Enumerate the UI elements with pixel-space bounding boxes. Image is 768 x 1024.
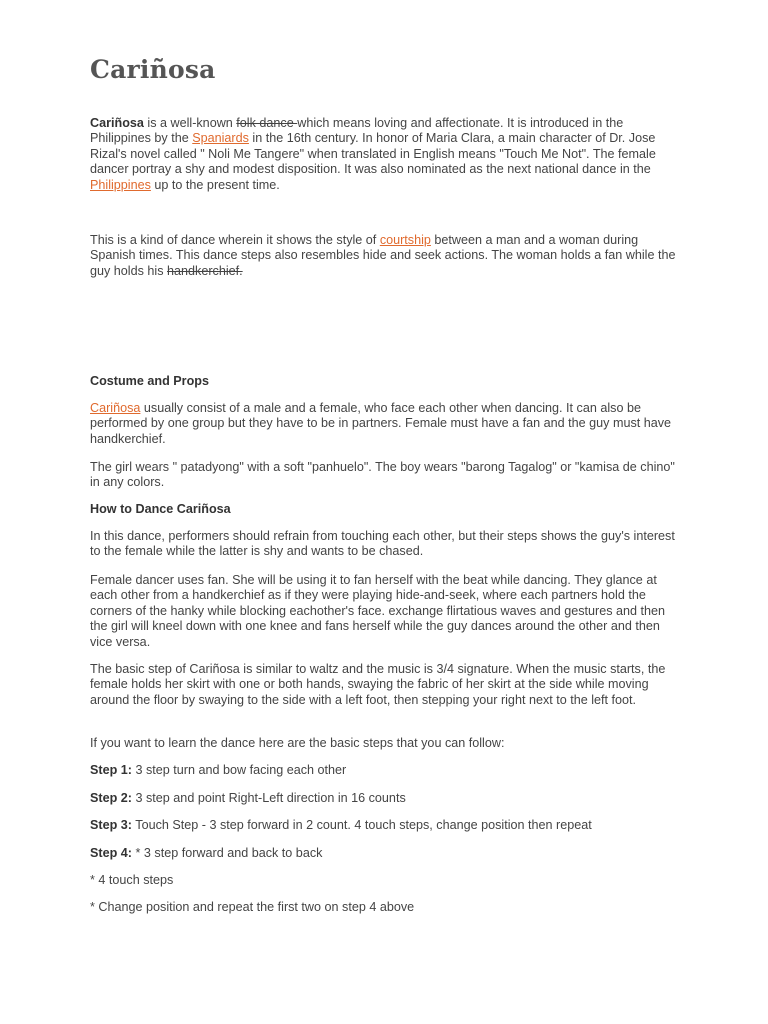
spaniards-link[interactable]: Spaniards <box>192 131 249 146</box>
step-text: Touch Step - 3 step forward in 2 count. 4 touch steps, change position then repeat <box>132 818 592 832</box>
costume-heading-text: Costume and Props <box>90 374 209 388</box>
kind-text: This is a kind of dance wherein it shows the style of <box>90 233 380 247</box>
intro-text: in the 16th century. In honor of Maria Clara, a main character of Dr. Jose Rizal's novel called " Noli Me Tangere" when translated in English means "Touch Me Not". The female dancer portray a shy and modest disposition. It was also nominated as the next national dance in the <box>90 131 656 177</box>
howto-paragraph-3: The basic step of Cariñosa is similar to waltz and the music is 3/4 signature. When the music starts, the female holds her skirt with one or both hands, swaying the fabric of her skirt at the side while moving around the floor by swaying to the side with a left foot, then stepping your right next to the left foot. <box>90 662 666 707</box>
step-label: Step 2: <box>90 791 132 805</box>
step-2 <box>90 791 680 806</box>
howto-heading <box>90 502 680 517</box>
folk-dance-link[interactable]: folk dance <box>236 116 298 130</box>
step-label: Step 3: <box>90 818 132 832</box>
kind-paragraph <box>90 233 680 279</box>
page-title: Cariñosa <box>90 55 216 84</box>
step-4 <box>90 846 680 861</box>
step-text: 3 step turn and bow facing each other <box>132 763 347 777</box>
costume-heading <box>90 374 680 389</box>
kind-text: between a man and a woman during Spanish times. This dance steps also resembles hide and seek actions. The woman holds a fan while the guy holds his <box>90 233 676 278</box>
step-3 <box>90 818 680 833</box>
intro-text: which means loving and affectionate. It is introduced in the Philippines by the <box>90 116 624 146</box>
howto-paragraph-2: Female dancer uses fan. She will be using it to fan herself with the beat while dancing. They glance at each other from a handkerchief as if they were playing hide-and-seek, where each partners hold the corners of the hanky while blocking eachother's face. exchange flirtatious waves and gestures and then the girl will kneel down with one knee and fans herself while the guy dances around the other and then vice versa. <box>90 573 666 649</box>
intro-paragraph <box>90 116 680 193</box>
philippines-link[interactable]: Philippines <box>90 177 151 192</box>
costume-paragraph-1 <box>90 401 680 447</box>
intro-text: up to the present time. <box>150 177 280 192</box>
howto-paragraph-1: In this dance, performers should refrain from touching each other, but their steps shows the guy's interest to the female while the latter is shy and wants to be chased. <box>90 529 675 559</box>
bullet-item: * 4 touch steps <box>90 873 174 887</box>
bullet-item: * Change position and repeat the first two on step 4 above <box>90 900 415 914</box>
step-text: 3 step and point Right-Left direction in 16 counts <box>132 791 406 805</box>
courtship-link[interactable]: courtship <box>379 233 431 247</box>
step-text: * 3 step forward and back to back <box>132 846 323 860</box>
learn-paragraph: If you want to learn the dance here are the basic steps that you can follow: <box>90 736 505 750</box>
step-1 <box>90 763 680 778</box>
intro-text: is a well-known <box>143 116 237 130</box>
step-label: Step 4: <box>90 846 132 860</box>
costume-text: usually consist of a male and a female, who face each other when dancing. It can also be performed by one group but they have to be in partners. Female must have a fan and the guy must have handkerchief. <box>90 401 672 446</box>
carinosa-link[interactable]: Cariñosa <box>90 401 141 415</box>
handkerchief-link[interactable]: handkerchief. <box>167 263 243 278</box>
costume-paragraph-2: The girl wears " patadyong" with a soft "panhuelo". The boy wears "barong Tagalog" or "kamisa de chino" in any colors. <box>90 460 675 490</box>
intro-bold-term: Cariñosa <box>90 116 144 130</box>
step-label: Step 1: <box>90 763 132 777</box>
howto-heading-text: How to Dance Cariñosa <box>90 502 231 516</box>
